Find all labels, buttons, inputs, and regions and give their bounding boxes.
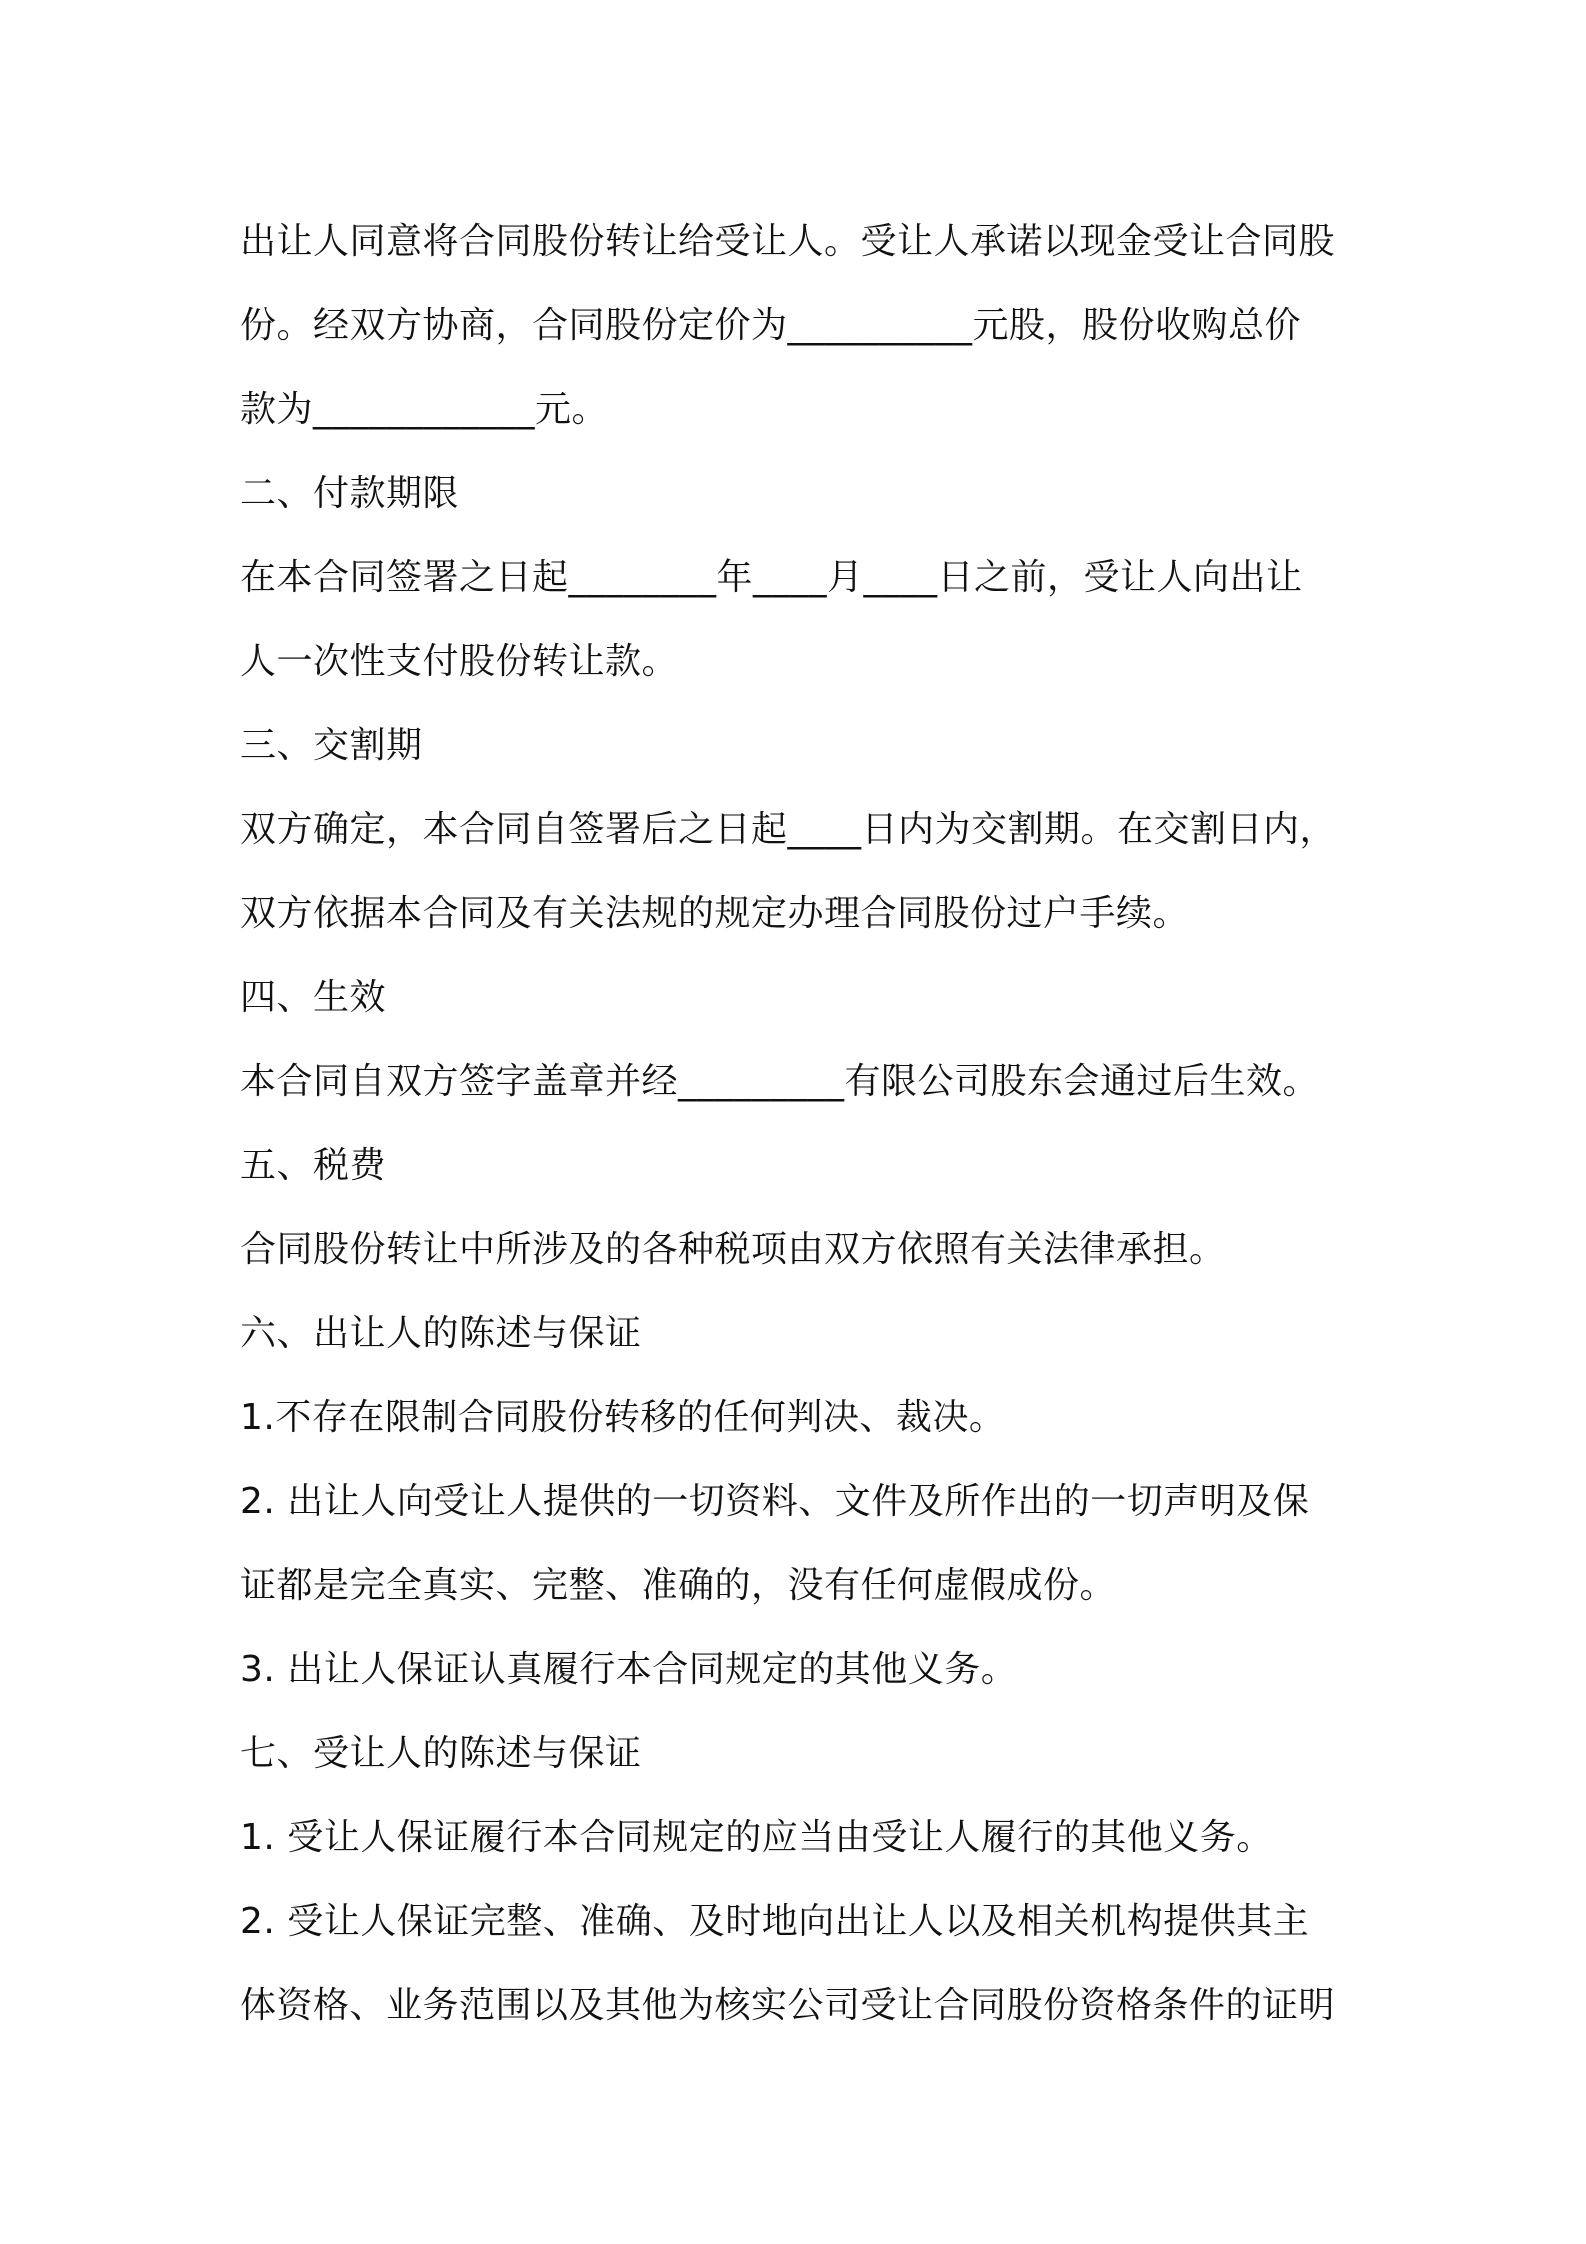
paragraph-line: 证都是完全真实、完整、准确的，没有任何虚假成份。 (240, 1565, 1117, 1606)
list-item: 2. 出让人向受让人提供的一切资料、文件及所作出的一切声明及保 (240, 1481, 1310, 1522)
section-heading: 三、交割期 (240, 725, 423, 766)
paragraph-line: 在本合同签署之日起________年____月____日之前，受让人向出让 (240, 557, 1303, 598)
list-item: 2. 受让人保证完整、准确、及时地向出让人以及相关机构提供其主 (240, 1901, 1310, 1942)
section-heading: 六、出让人的陈述与保证 (240, 1313, 642, 1354)
paragraph-line: 双方确定，本合同自签署后之日起____日内为交割期。在交割日内， (240, 809, 1337, 850)
list-item: 3. 出让人保证认真履行本合同规定的其他义务。 (240, 1649, 1018, 1690)
section-heading: 四、生效 (240, 977, 387, 1018)
paragraph-line: 体资格、业务范围以及其他为核实公司受让合同股份资格条件的证明 (240, 1985, 1336, 2026)
section-heading: 五、税费 (240, 1145, 387, 1186)
paragraph-line: 出让人同意将合同股份转让给受让人。受让人承诺以现金受让合同股 (240, 221, 1336, 262)
paragraph-line: 本合同自双方签字盖章并经_________有限公司股东会通过后生效。 (240, 1061, 1320, 1102)
list-item: 1.不存在限制合同股份转移的任何判决、裁决。 (240, 1397, 1006, 1438)
paragraph-line: 份。经双方协商，合同股份定价为__________元股，股份收购总价 (240, 305, 1302, 346)
section-heading: 七、受让人的陈述与保证 (240, 1733, 642, 1774)
section-heading: 二、付款期限 (240, 473, 460, 514)
paragraph-line: 合同股份转让中所涉及的各种税项由双方依照有关法律承担。 (240, 1229, 1226, 1270)
paragraph-line: 双方依据本合同及有关法规的规定办理合同股份过户手续。 (240, 893, 1190, 934)
list-item: 1. 受让人保证履行本合同规定的应当由受让人履行的其他义务。 (240, 1817, 1273, 1858)
document-body (240, 200, 1360, 2048)
paragraph-line: 款为____________元。 (240, 389, 609, 430)
paragraph-line: 人一次性支付股份转让款。 (240, 641, 679, 682)
